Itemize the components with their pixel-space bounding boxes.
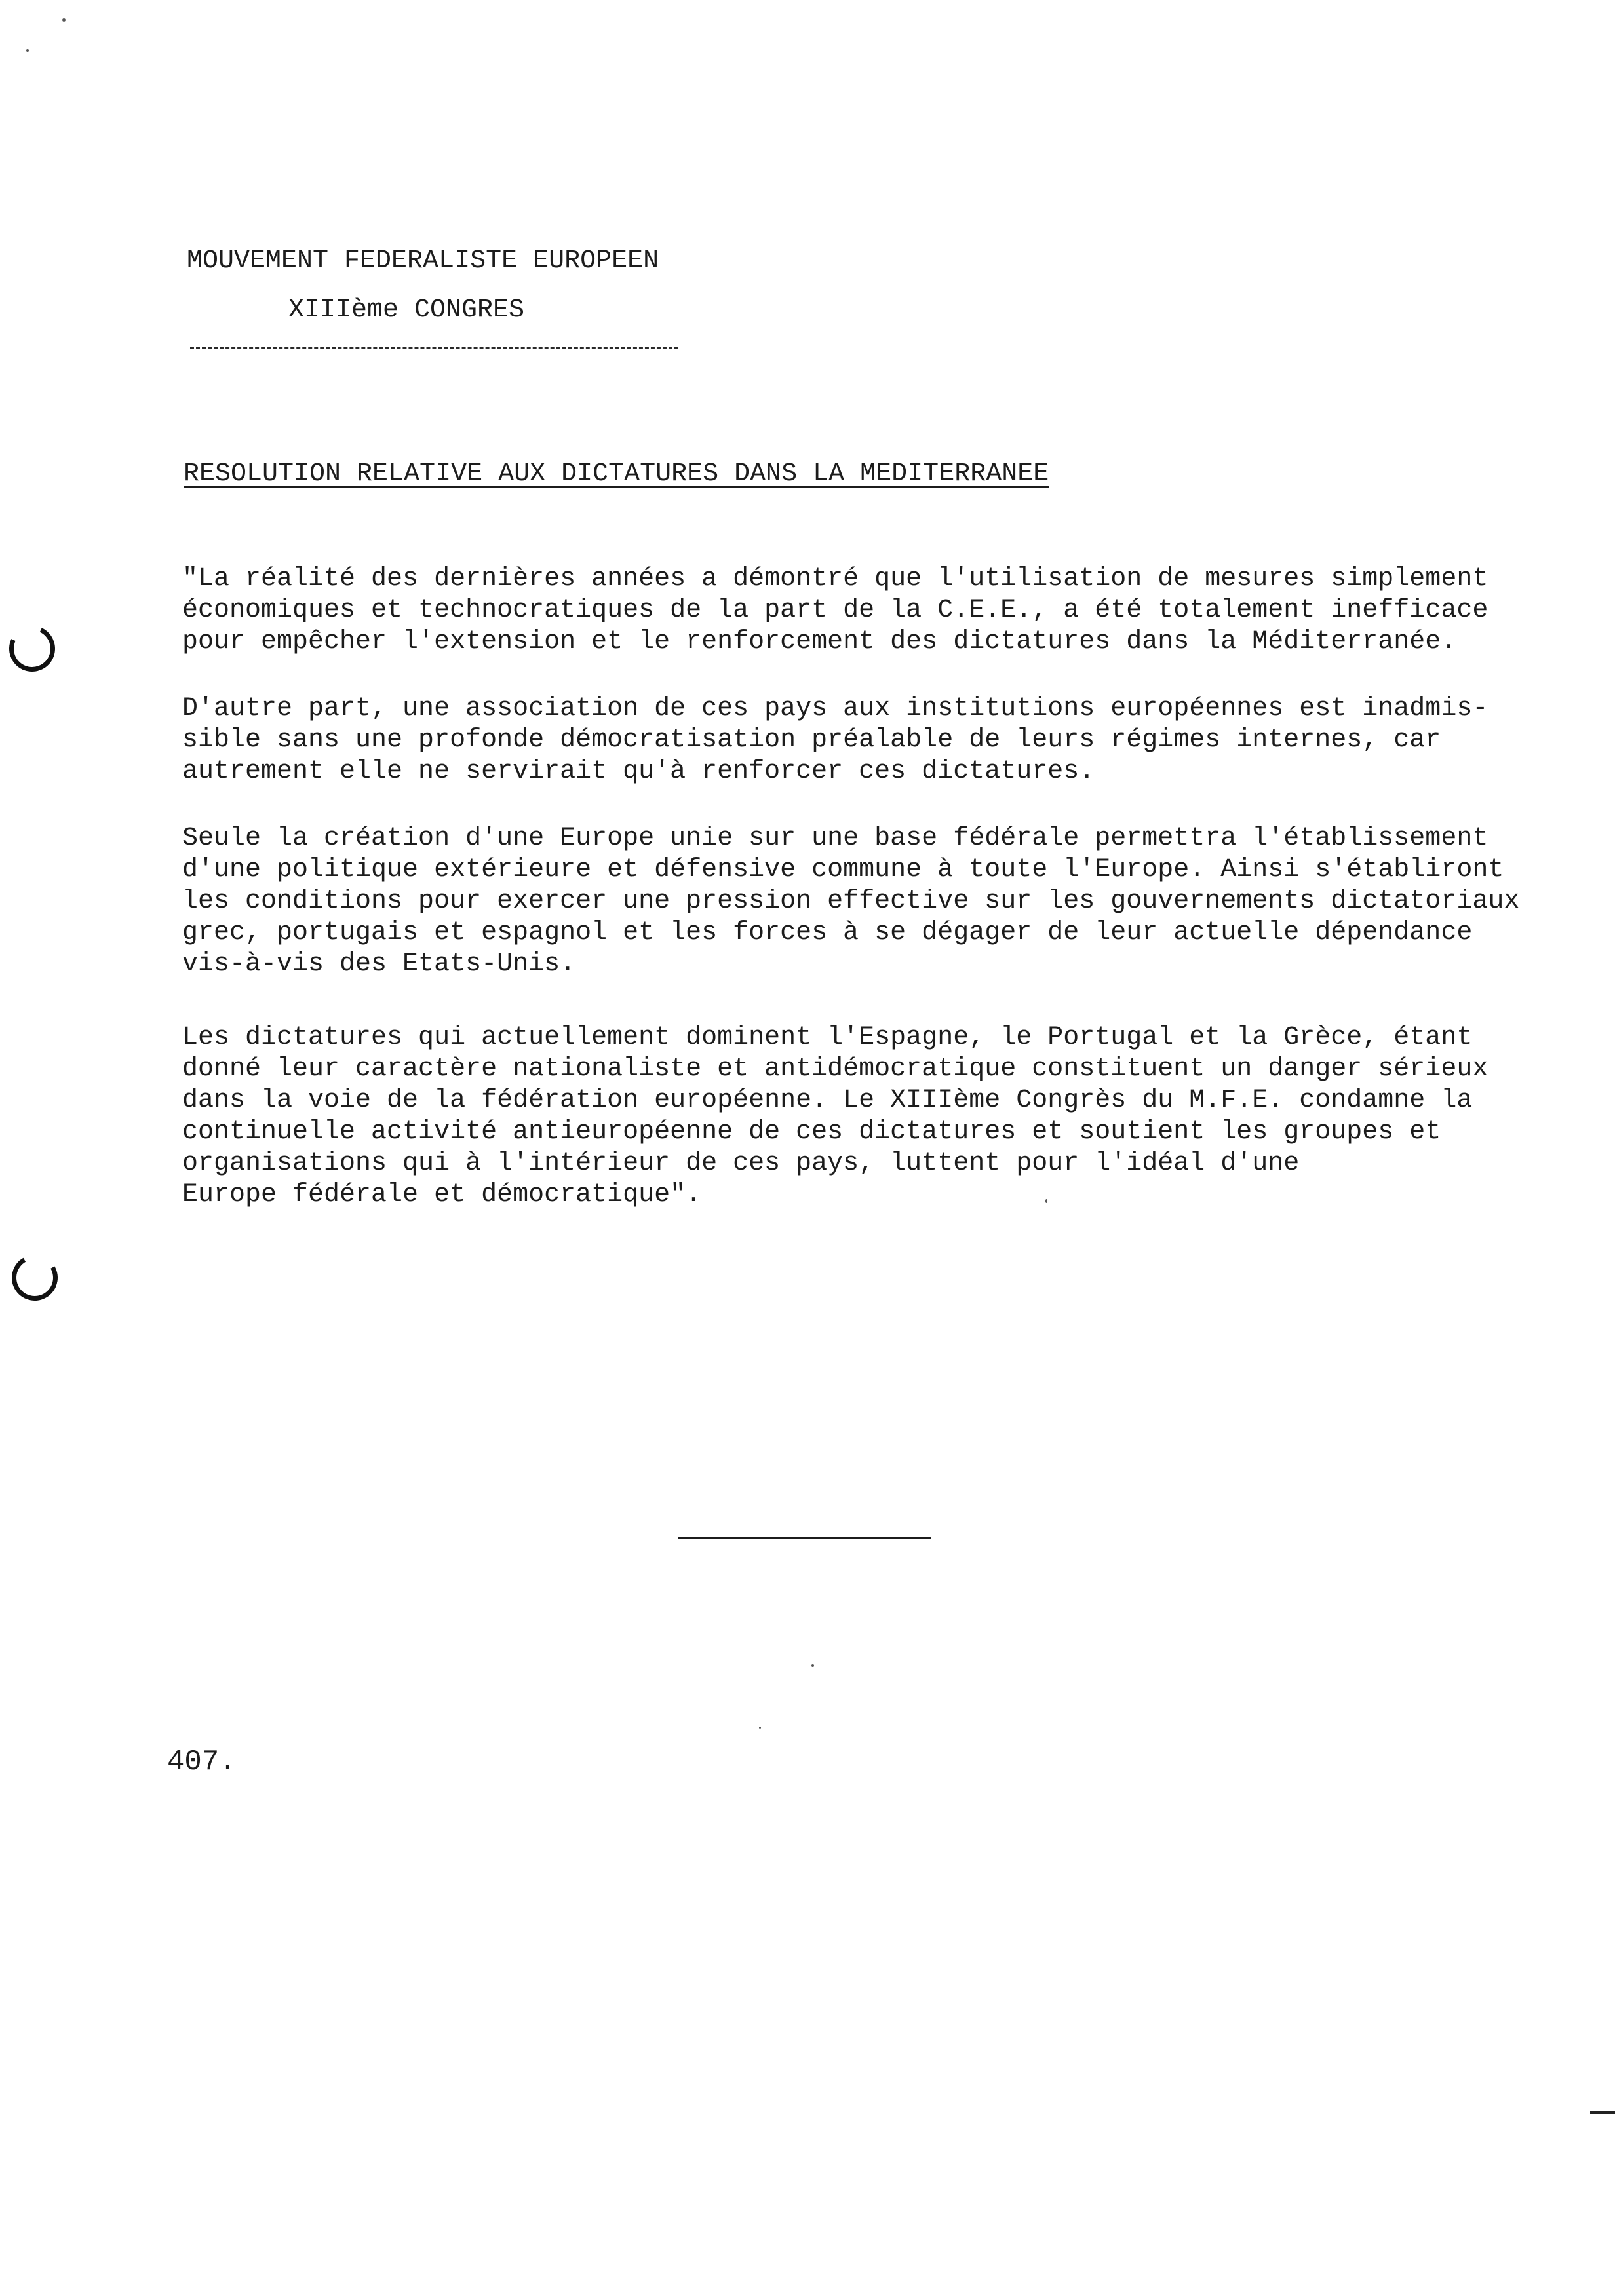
scan-edge-mark bbox=[1590, 2111, 1615, 2114]
header-dashed-rule bbox=[190, 347, 678, 349]
page-number: 407. bbox=[167, 1746, 237, 1778]
scan-speck bbox=[26, 49, 29, 52]
paragraph-1-block bbox=[182, 564, 1585, 658]
scan-speck bbox=[62, 18, 66, 22]
paragraph-1: "La réalité des dernières années a démontré que l'utilisation de mesures simplement économiques et technocratiques de la part de la C.E.E., a été totalement inefficace pour empêcher l'extension et le renforcement des dictatures dans la Méditerranée. bbox=[182, 564, 1489, 657]
paragraph-4: Les dictatures qui actuellement dominent l'Espagne, le Portugal et la Grèce, étant donné leur caractère nationaliste et antidémocratique constituent un danger sérieux dans la voie de la fédération européenne. Le XIIIème Congrès du M.F.E. condamne la continuelle activité antieuropéenne de ces dictatures et soutient les groupes et organisations qui à l'intérieur de ces pays, luttent pour l'idéal d'une Europe fédérale et démocratique". bbox=[182, 1023, 1489, 1210]
scan-speck bbox=[1045, 1199, 1047, 1203]
scan-speck bbox=[759, 1727, 761, 1729]
punch-hole-mark bbox=[3, 619, 62, 678]
punch-hole-mark bbox=[7, 1250, 63, 1306]
paragraph-2-block bbox=[182, 693, 1585, 788]
closing-rule bbox=[678, 1537, 931, 1539]
congress-title: XIIIème CONGRES bbox=[288, 296, 525, 325]
paragraph-2: D'autre part, une association de ces pays aux institutions européennes est inadmis- sible sans une profonde démocratisation préalable de leurs régimes internes, car autrement elle ne servirait qu'à renforcer ces dictatures. bbox=[182, 694, 1489, 786]
paragraph-4-block bbox=[182, 1022, 1585, 1211]
scan-speck bbox=[811, 1664, 814, 1667]
resolution-title: RESOLUTION RELATIVE AUX DICTATURES DANS LA MEDITERRANEE bbox=[184, 459, 1049, 489]
organization-name: MOUVEMENT FEDERALISTE EUROPEEN bbox=[187, 246, 659, 276]
paragraph-3-block bbox=[182, 823, 1585, 980]
paragraph-3: Seule la création d'une Europe unie sur une base fédérale permettra l'établissement d'une politique extérieure et défensive commune à toute l'Europe. Ainsi s'établiront les conditions pour exercer une pression effective sur les gouvernements dictatoriaux grec, portugais et espagnol et les forces à se dégager de leur actuelle dépendance vis-à-vis des Etats-Unis. bbox=[182, 824, 1520, 979]
